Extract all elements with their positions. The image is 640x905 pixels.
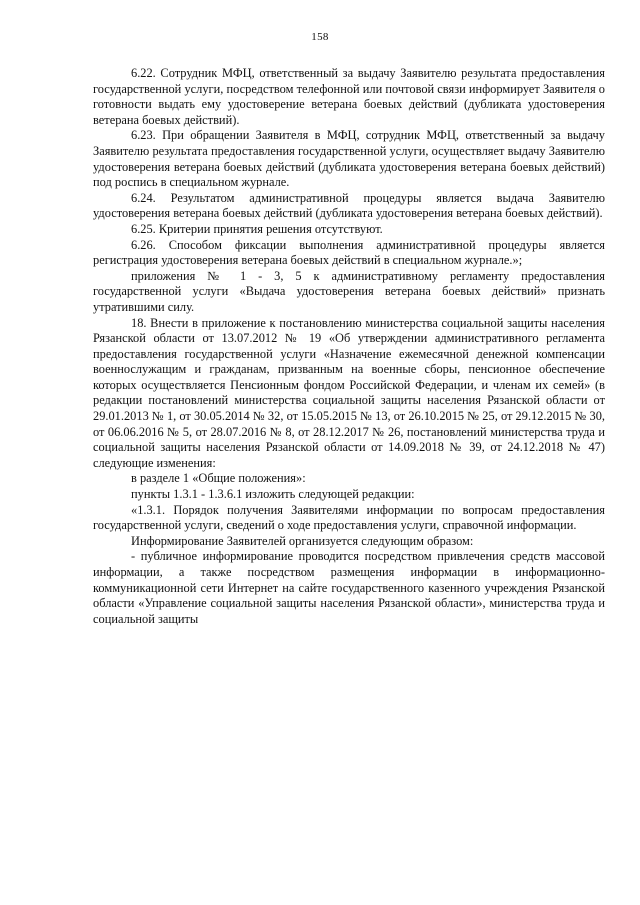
paragraph-6-22: 6.22. Сотрудник МФЦ, ответственный за выдачу Заявителю результата предоставления государственной услуги, посредством телефонной или почтовой связи информирует Заявителя о готовности выдать ему удостоверение ветерана боевых действий (дубликата удостоверения ветерана боевых действий). <box>93 66 605 127</box>
paragraph-6-26: 6.26. Способом фиксации выполнения административной процедуры является регистрация удостоверения ветерана боевых действий в специальном журнале.»; <box>93 237 605 268</box>
paragraph-informing: Информирование Заявителей организуется следующим образом: <box>131 533 474 548</box>
paragraph-6-25: 6.25. Критерии принятия решения отсутствуют. <box>131 221 383 236</box>
paragraph-appendices: приложения № 1 - 3, 5 к административному регламенту предоставления государственной услуги «Выдача удостоверения ветерана боевых действий» признать утратившими силу. <box>93 268 605 314</box>
page-number: 158 <box>311 31 329 43</box>
paragraph-6-23: 6.23. При обращении Заявителя в МФЦ, сотрудник МФЦ, ответственный за выдачу Заявителю результата предоставления государственной услуги, осуществляет выдачу Заявителю удостоверения ветерана боевых действий (дубликата удостоверения ветерана боевых действий) под роспись в специальном журнале. <box>93 128 605 190</box>
paragraph-public-informing: - публичное информирование проводится посредством привлечения средств массовой информации, а также посредством размещения информации в информационно-коммуникационной сети Интернет на сайте государственного казенного учреждения Рязанской области «Управление социальной защиты населения Рязанской области», министерства труда и социальной защиты <box>93 549 605 626</box>
paragraph-18: 18. Внести в приложение к постановлению министерства социальной защиты населения Рязанской области от 13.07.2012 № 19 «Об утверждении административного регламента предоставления государственной услуги «Назначение ежемесячной денежной компенсации военнослужащим и гражданам, призванным на военные сборы, пенсионное обеспечение которых осуществляется Пенсионным фондом Российской Федерации, и членам их семей» (в редакции постановлений министерства социальной защиты населения Рязанской области от 29.01.2013 № 1, от 30.05.2014 № 32, от 15.05.2015 № 13, от 26.10.2015 № 25, от 29.12.2015 № 30, от 06.06.2016 № 5, от 28.07.2016 № 8, от 28.12.2017 № 26, постановлений министерства труда и социальной защиты населения Рязанской области от 14.09.2018 № 39, от 24.12.2018 № 47) следующие изменения: <box>93 315 605 470</box>
paragraph-6-24: 6.24. Результатом административной процедуры является выдача Заявителю удостоверения ветерана боевых действий (дубликата удостоверения ветерана боевых действий). <box>93 190 605 221</box>
paragraph-section-1: в разделе 1 «Общие положения»: <box>131 471 306 486</box>
document-body <box>93 66 605 627</box>
paragraph-1-3-1: «1.3.1. Порядок получения Заявителями информации по вопросам предоставления государственной услуги, сведений о ходе предоставления услуги, справочной информации. <box>93 502 605 533</box>
paragraph-points: пункты 1.3.1 - 1.3.6.1 изложить следующей редакции: <box>131 487 415 502</box>
